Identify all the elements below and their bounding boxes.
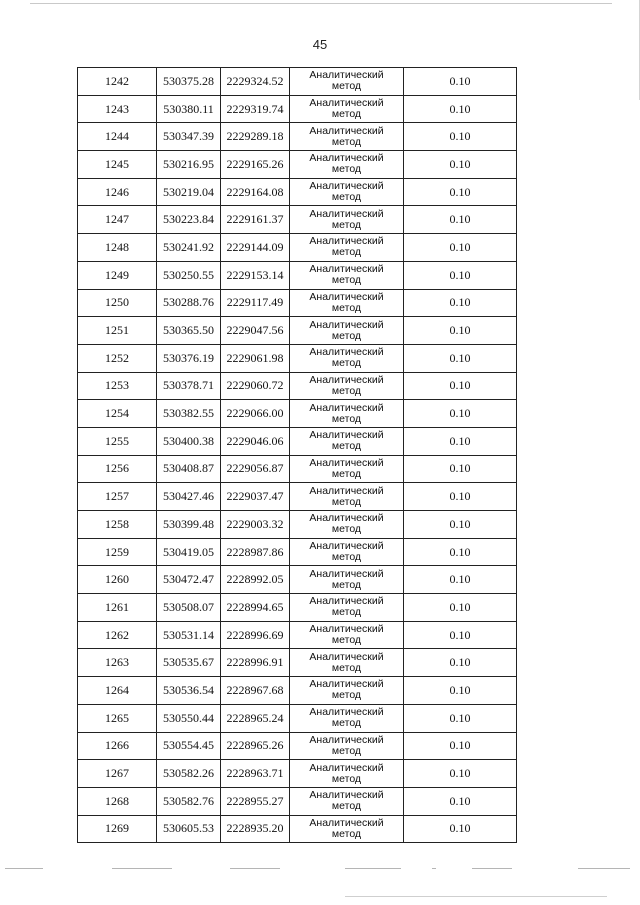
accuracy-cell: 0.10: [404, 206, 517, 234]
y-coordinate-cell: 2228994.65: [221, 594, 290, 622]
method-line-2: метод: [331, 800, 362, 813]
table-row: [78, 621, 517, 649]
accuracy-cell: 0.10: [404, 538, 517, 566]
x-coordinate-cell: 530508.07: [157, 594, 221, 622]
table-row: [78, 206, 517, 234]
point-number-cell: 1253: [78, 372, 157, 400]
x-coordinate-cell: 530241.92: [157, 234, 221, 262]
method-line-1: Аналитический: [309, 69, 384, 82]
point-number-cell: 1268: [78, 787, 157, 815]
accuracy-cell: 0.10: [404, 677, 517, 705]
y-coordinate-cell: 2229319.74: [221, 95, 290, 123]
method-line-2: метод: [331, 357, 362, 370]
method-line-1: Аналитический: [309, 816, 384, 829]
method-line-1: Аналитический: [309, 678, 384, 691]
method-line-2: метод: [331, 191, 362, 204]
method-line-2: метод: [331, 274, 362, 287]
page-top-edge: [30, 3, 612, 4]
accuracy-cell: 0.10: [404, 455, 517, 483]
method-line-1: Аналитический: [309, 373, 384, 386]
coordinates-table-body: [78, 68, 517, 843]
method-line-1: Аналитический: [309, 152, 384, 165]
method-line-2: метод: [331, 80, 362, 93]
x-coordinate-cell: 530250.55: [157, 261, 221, 289]
method-line-1: Аналитический: [309, 761, 384, 774]
table-row: [78, 594, 517, 622]
table-row: [78, 787, 517, 815]
method-line-1: Аналитический: [309, 180, 384, 193]
y-coordinate-cell: 2229324.52: [221, 68, 290, 96]
accuracy-cell: 0.10: [404, 178, 517, 206]
y-coordinate-cell: 2228996.69: [221, 621, 290, 649]
accuracy-cell: 0.10: [404, 234, 517, 262]
table-row: [78, 261, 517, 289]
y-coordinate-cell: 2229066.00: [221, 400, 290, 428]
table-row: [78, 649, 517, 677]
point-number-cell: 1242: [78, 68, 157, 96]
table-row: [78, 68, 517, 96]
y-coordinate-cell: 2229060.72: [221, 372, 290, 400]
method-line-2: метод: [331, 329, 362, 342]
point-number-cell: 1269: [78, 815, 157, 843]
method-cell: [290, 400, 404, 428]
x-coordinate-cell: 530378.71: [157, 372, 221, 400]
method-cell: [290, 261, 404, 289]
accuracy-cell: 0.10: [404, 815, 517, 843]
method-line-2: метод: [331, 246, 362, 259]
accuracy-cell: 0.10: [404, 704, 517, 732]
method-line-1: Аналитический: [309, 595, 384, 608]
accuracy-cell: 0.10: [404, 344, 517, 372]
accuracy-cell: 0.10: [404, 787, 517, 815]
y-coordinate-cell: 2229165.26: [221, 151, 290, 179]
x-coordinate-cell: 530288.76: [157, 289, 221, 317]
method-line-1: Аналитический: [309, 512, 384, 525]
point-number-cell: 1258: [78, 511, 157, 539]
method-cell: [290, 677, 404, 705]
accuracy-cell: 0.10: [404, 732, 517, 760]
method-line-2: метод: [331, 551, 362, 564]
x-coordinate-cell: 530427.46: [157, 483, 221, 511]
method-cell: [290, 760, 404, 788]
table-row: [78, 538, 517, 566]
method-cell: [290, 649, 404, 677]
x-coordinate-cell: 530531.14: [157, 621, 221, 649]
method-line-2: метод: [331, 744, 362, 757]
accuracy-cell: 0.10: [404, 566, 517, 594]
x-coordinate-cell: 530376.19: [157, 344, 221, 372]
point-number-cell: 1263: [78, 649, 157, 677]
point-number-cell: 1262: [78, 621, 157, 649]
x-coordinate-cell: 530219.04: [157, 178, 221, 206]
method-line-2: метод: [331, 523, 362, 536]
y-coordinate-cell: 2228967.68: [221, 677, 290, 705]
method-line-1: Аналитический: [309, 650, 384, 663]
method-line-2: метод: [331, 772, 362, 785]
point-number-cell: 1251: [78, 317, 157, 345]
page-number: 45: [312, 37, 328, 52]
method-cell: [290, 206, 404, 234]
y-coordinate-cell: 2228992.05: [221, 566, 290, 594]
method-cell: [290, 289, 404, 317]
method-line-2: метод: [331, 108, 362, 121]
method-cell: [290, 317, 404, 345]
method-line-2: метод: [331, 717, 362, 730]
method-line-2: метод: [331, 218, 362, 231]
y-coordinate-cell: 2228965.24: [221, 704, 290, 732]
x-coordinate-cell: 530554.45: [157, 732, 221, 760]
method-cell: [290, 621, 404, 649]
method-line-2: метод: [331, 440, 362, 453]
method-line-1: Аналитический: [309, 235, 384, 248]
y-coordinate-cell: 2229161.37: [221, 206, 290, 234]
point-number-cell: 1254: [78, 400, 157, 428]
table-row: [78, 234, 517, 262]
x-coordinate-cell: 530419.05: [157, 538, 221, 566]
method-line-2: метод: [331, 689, 362, 702]
x-coordinate-cell: 530375.28: [157, 68, 221, 96]
method-line-1: Аналитический: [309, 263, 384, 276]
method-line-2: метод: [331, 606, 362, 619]
point-number-cell: 1260: [78, 566, 157, 594]
method-cell: [290, 566, 404, 594]
method-cell: [290, 151, 404, 179]
point-number-cell: 1247: [78, 206, 157, 234]
x-coordinate-cell: 530365.50: [157, 317, 221, 345]
table-row: [78, 704, 517, 732]
method-line-2: метод: [331, 495, 362, 508]
accuracy-cell: 0.10: [404, 621, 517, 649]
method-cell: [290, 704, 404, 732]
point-number-cell: 1264: [78, 677, 157, 705]
accuracy-cell: 0.10: [404, 123, 517, 151]
method-line-1: Аналитический: [309, 207, 384, 220]
method-cell: [290, 511, 404, 539]
x-coordinate-cell: 530399.48: [157, 511, 221, 539]
y-coordinate-cell: 2229144.09: [221, 234, 290, 262]
x-coordinate-cell: 530380.11: [157, 95, 221, 123]
method-cell: [290, 123, 404, 151]
table-row: [78, 511, 517, 539]
method-line-2: метод: [331, 135, 362, 148]
accuracy-cell: 0.10: [404, 289, 517, 317]
x-coordinate-cell: 530582.26: [157, 760, 221, 788]
point-number-cell: 1245: [78, 151, 157, 179]
method-cell: [290, 455, 404, 483]
method-line-1: Аналитический: [309, 318, 384, 331]
y-coordinate-cell: 2228965.26: [221, 732, 290, 760]
method-cell: [290, 594, 404, 622]
coordinates-table: [77, 67, 517, 843]
table-row: [78, 123, 517, 151]
y-coordinate-cell: 2228955.27: [221, 787, 290, 815]
x-coordinate-cell: 530408.87: [157, 455, 221, 483]
y-coordinate-cell: 2229153.14: [221, 261, 290, 289]
point-number-cell: 1252: [78, 344, 157, 372]
method-line-1: Аналитический: [309, 429, 384, 442]
point-number-cell: 1261: [78, 594, 157, 622]
y-coordinate-cell: 2229061.98: [221, 344, 290, 372]
table-row: [78, 455, 517, 483]
method-cell: [290, 787, 404, 815]
method-cell: [290, 815, 404, 843]
method-cell: [290, 344, 404, 372]
point-number-cell: 1265: [78, 704, 157, 732]
method-line-1: Аналитический: [309, 346, 384, 359]
method-line-1: Аналитический: [309, 484, 384, 497]
method-line-2: метод: [331, 163, 362, 176]
method-line-2: метод: [331, 467, 362, 480]
x-coordinate-cell: 530472.47: [157, 566, 221, 594]
accuracy-cell: 0.10: [404, 95, 517, 123]
method-line-1: Аналитический: [309, 733, 384, 746]
table-row: [78, 677, 517, 705]
method-cell: [290, 178, 404, 206]
table-row: [78, 317, 517, 345]
y-coordinate-cell: 2229164.08: [221, 178, 290, 206]
y-coordinate-cell: 2229003.32: [221, 511, 290, 539]
method-cell: [290, 234, 404, 262]
accuracy-cell: 0.10: [404, 760, 517, 788]
method-line-1: Аналитический: [309, 789, 384, 802]
method-line-1: Аналитический: [309, 567, 384, 580]
accuracy-cell: 0.10: [404, 68, 517, 96]
table-row: [78, 815, 517, 843]
x-coordinate-cell: 530223.84: [157, 206, 221, 234]
method-line-2: метод: [331, 301, 362, 314]
method-cell: [290, 732, 404, 760]
method-line-2: метод: [331, 661, 362, 674]
point-number-cell: 1255: [78, 427, 157, 455]
accuracy-cell: 0.10: [404, 400, 517, 428]
method-line-1: Аналитический: [309, 290, 384, 303]
point-number-cell: 1244: [78, 123, 157, 151]
method-line-2: метод: [331, 412, 362, 425]
accuracy-cell: 0.10: [404, 649, 517, 677]
y-coordinate-cell: 2228935.20: [221, 815, 290, 843]
method-line-2: метод: [331, 578, 362, 591]
accuracy-cell: 0.10: [404, 594, 517, 622]
method-line-1: Аналитический: [309, 124, 384, 137]
accuracy-cell: 0.10: [404, 317, 517, 345]
x-coordinate-cell: 530400.38: [157, 427, 221, 455]
point-number-cell: 1266: [78, 732, 157, 760]
scan-bottom-line: [345, 896, 607, 897]
table-row: [78, 289, 517, 317]
method-cell: [290, 483, 404, 511]
table-row: [78, 732, 517, 760]
accuracy-cell: 0.10: [404, 427, 517, 455]
method-line-1: Аналитический: [309, 623, 384, 636]
method-line-2: метод: [331, 827, 362, 840]
accuracy-cell: 0.10: [404, 511, 517, 539]
x-coordinate-cell: 530550.44: [157, 704, 221, 732]
method-line-1: Аналитический: [309, 456, 384, 469]
table-row: [78, 566, 517, 594]
table-row: [78, 344, 517, 372]
point-number-cell: 1243: [78, 95, 157, 123]
method-line-2: метод: [331, 634, 362, 647]
accuracy-cell: 0.10: [404, 372, 517, 400]
method-cell: [290, 372, 404, 400]
x-coordinate-cell: 530535.67: [157, 649, 221, 677]
accuracy-cell: 0.10: [404, 151, 517, 179]
y-coordinate-cell: 2228987.86: [221, 538, 290, 566]
point-number-cell: 1248: [78, 234, 157, 262]
method-cell: [290, 95, 404, 123]
y-coordinate-cell: 2229056.87: [221, 455, 290, 483]
table-row: [78, 483, 517, 511]
y-coordinate-cell: 2229289.18: [221, 123, 290, 151]
point-number-cell: 1249: [78, 261, 157, 289]
method-line-1: Аналитический: [309, 401, 384, 414]
accuracy-cell: 0.10: [404, 261, 517, 289]
method-cell: [290, 68, 404, 96]
point-number-cell: 1259: [78, 538, 157, 566]
accuracy-cell: 0.10: [404, 483, 517, 511]
x-coordinate-cell: 530536.54: [157, 677, 221, 705]
method-cell: [290, 538, 404, 566]
table-row: [78, 151, 517, 179]
table-row: [78, 372, 517, 400]
y-coordinate-cell: 2229047.56: [221, 317, 290, 345]
method-line-2: метод: [331, 384, 362, 397]
y-coordinate-cell: 2228996.91: [221, 649, 290, 677]
x-coordinate-cell: 530582.76: [157, 787, 221, 815]
x-coordinate-cell: 530347.39: [157, 123, 221, 151]
point-number-cell: 1257: [78, 483, 157, 511]
table-row: [78, 400, 517, 428]
method-line-1: Аналитический: [309, 706, 384, 719]
x-coordinate-cell: 530605.53: [157, 815, 221, 843]
x-coordinate-cell: 530382.55: [157, 400, 221, 428]
point-number-cell: 1250: [78, 289, 157, 317]
point-number-cell: 1246: [78, 178, 157, 206]
y-coordinate-cell: 2228963.71: [221, 760, 290, 788]
x-coordinate-cell: 530216.95: [157, 151, 221, 179]
table-row: [78, 178, 517, 206]
point-number-cell: 1267: [78, 760, 157, 788]
method-line-1: Аналитический: [309, 540, 384, 553]
table-row: [78, 427, 517, 455]
table-row: [78, 760, 517, 788]
scan-noise: [0, 868, 640, 872]
y-coordinate-cell: 2229046.06: [221, 427, 290, 455]
point-number-cell: 1256: [78, 455, 157, 483]
y-coordinate-cell: 2229037.47: [221, 483, 290, 511]
table-row: [78, 95, 517, 123]
method-cell: [290, 427, 404, 455]
method-line-1: Аналитический: [309, 97, 384, 110]
y-coordinate-cell: 2229117.49: [221, 289, 290, 317]
